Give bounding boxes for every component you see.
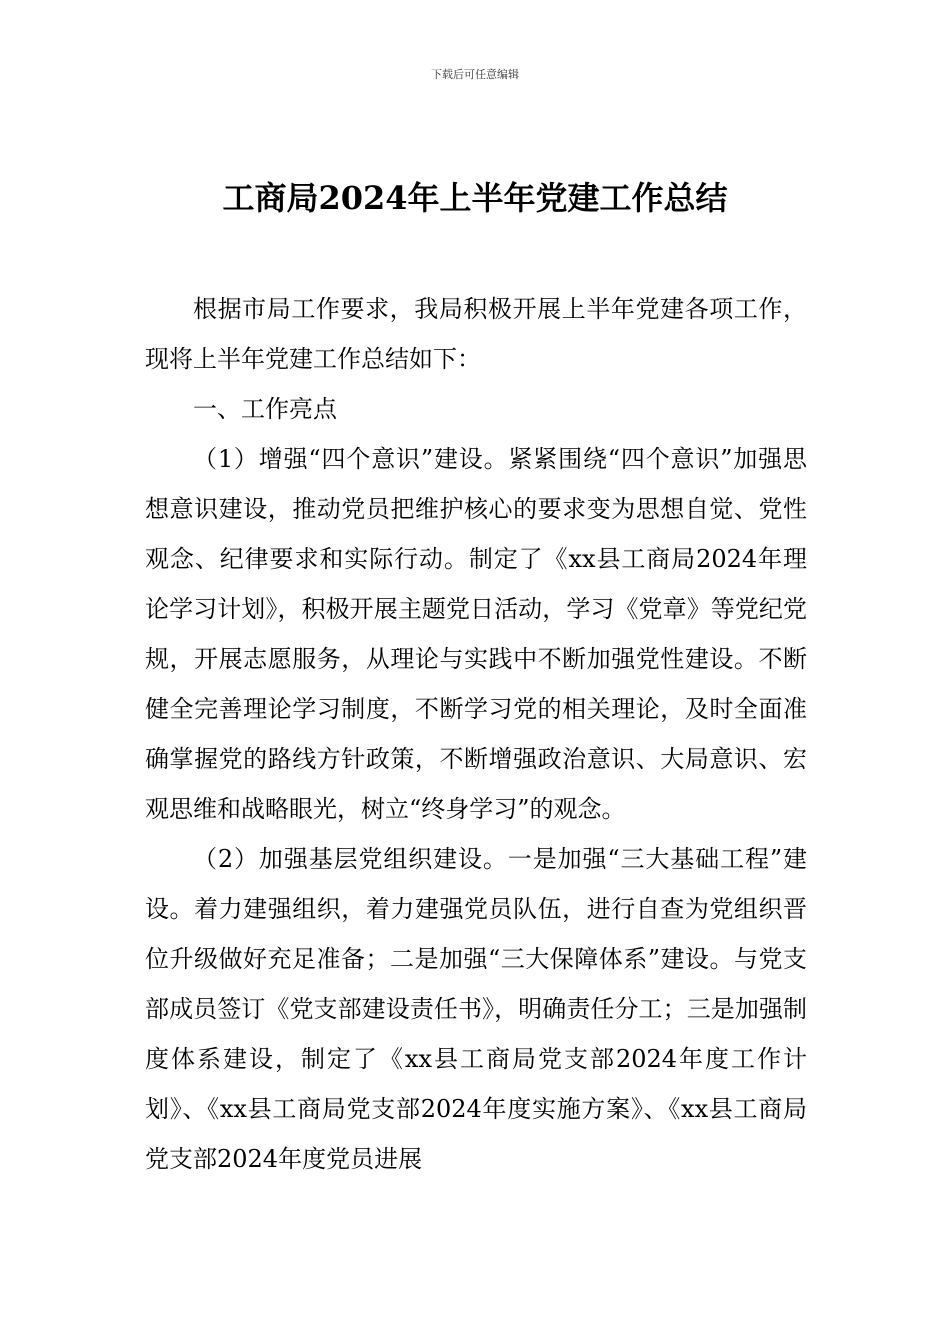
header-note: 下载后可任意编辑 [431, 68, 519, 81]
section-heading: 一、工作亮点 [193, 395, 337, 423]
document-body [145, 284, 807, 1184]
intro-paragraph: 根据市局工作要求，我局积极开展上半年党建各项工作，现将上半年党建工作总结如下： [145, 295, 807, 373]
body-paragraph-2: （2）加强基层党组织建设。一是加强“三大基础工程”建设。着力建强组织，着力建强党员队伍，进行自查为党组织晋位升级做好充足准备；二是加强“三大保障体系”建设。与党支部成员签订《党支部建设责任书》，明确责任分工；三是加强制度体系建设，制定了《xx县工商局党支部2024年度工作计划》、《xx县工商局党支部2024年度实施方案》、《xx县工商局党支部2024年度党员进展 [145, 845, 807, 1173]
document-title: 工商局2024年上半年党建工作总结 [222, 179, 728, 217]
body-paragraph-1: （1）增强“四个意识”建设。紧紧围绕“四个意识”加强思想意识建设，推动党员把维护核心的要求变为思想自觉、党性观念、纪律要求和实际行动。制定了《xx县工商局2024年理论学习计划》，积极开展主题党日活动，学习《党章》等党纪党规，开展志愿服务，从理论与实践中不断加强党性建设。不断健全完善理论学习制度，不断学习党的相关理论，及时全面准确掌握党的路线方针政策，不断增强政治意识、大局意识、宏观思维和战略眼光，树立“终身学习”的观念。 [145, 445, 807, 823]
